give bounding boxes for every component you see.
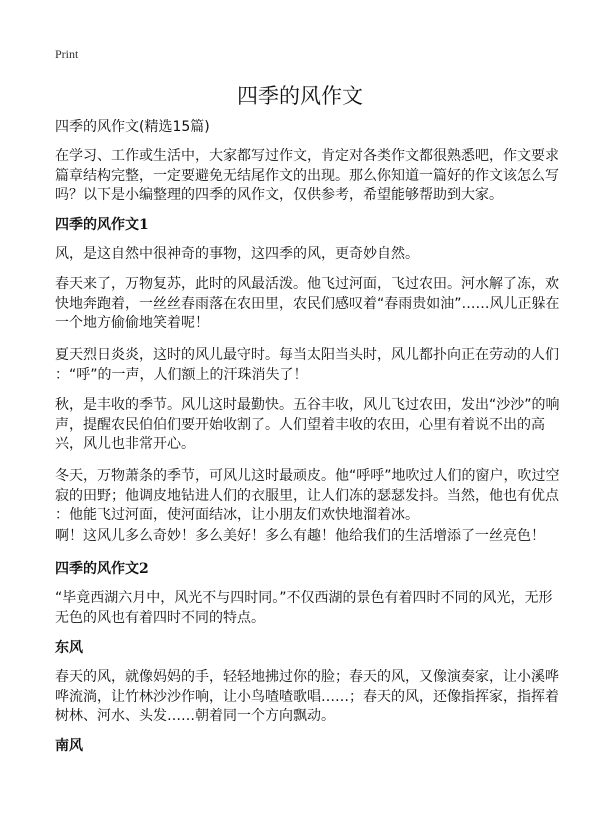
line: 啊！这风儿多么奇妙！多么美好！多么有趣！他给我们的生活增添了一丝亮色！ <box>55 528 545 544</box>
subtitle: 四季的风作文(精选15篇) <box>55 119 210 135</box>
line: 树林、河水、头发……朝着同一个方向飘动。 <box>55 708 335 724</box>
paragraph <box>55 589 553 628</box>
paragraph <box>55 275 560 334</box>
paragraph <box>55 527 550 547</box>
line: 春天来了，万物复苏，此时的风最活泼。他飞过河面，飞过农田。河水解了冻，欢 <box>55 276 559 292</box>
paragraph <box>55 346 559 385</box>
page-title: 四季的风作文 <box>237 84 363 108</box>
section-heading: 四季的风作文2 <box>55 561 149 577</box>
line: 吗？以下是小编整理的四季的风作文，仅供参考，希望能够帮助到大家。 <box>55 187 503 203</box>
subheading-south-wind: 南风 <box>55 738 83 754</box>
line: ：“呼”的一声，人们额上的汗珠消失了！ <box>55 366 308 383</box>
line: 快地奔跑着，一丝丝春雨落在农田里，农民们感叹着“春雨贵如油”……风儿正躲在 <box>55 295 560 312</box>
line: 无色的风也有着四时不同的特点。 <box>55 609 265 626</box>
line: 一个地方偷偷地笑着呢！ <box>55 315 209 331</box>
subheading-east-wind: 东风 <box>55 640 83 656</box>
line: ：他能飞过河面，使河面结冰，让小朋友们欢快地溜着冰。 <box>55 507 419 523</box>
paragraph <box>55 467 560 526</box>
paragraph <box>55 668 559 727</box>
line: 声，提醒农民伯伯们要开始收割了。人们望着丰收的农田，心里有着说不出的高 <box>55 416 545 433</box>
paragraph <box>55 245 550 265</box>
line: 冬天，万物萧条的季节，可风儿这时最顽皮。他“呼呼”地吹过人们的窗户，吹过空 <box>55 468 560 484</box>
line: 风，是这自然中很神奇的事物，这四季的风，更奇妙自然。 <box>55 246 419 262</box>
intro-paragraph <box>55 147 559 206</box>
line: “毕竟西湖六月中，风光不与四时同。”不仅西湖的景色有着四时不同的风光，无形 <box>55 590 553 606</box>
line: 秋，是丰收的季节。风儿这时最勤快。五谷丰收，风儿飞过农田，发出“沙沙”的响 <box>55 397 560 413</box>
line: 寂的田野；他调皮地钻进人们的衣服里，让人们冻的瑟瑟发抖。当然，他也有优点 <box>55 487 559 504</box>
line: 春天的风，就像妈妈的手，轻轻地拂过你的脸；春天的风，又像演奏家，让小溪哗 <box>55 669 559 685</box>
line: 在学习、工作或生活中，大家都写过作文，肯定对各类作文都很熟悉吧，作文要求 <box>55 148 559 164</box>
paragraph <box>55 396 560 455</box>
line: 夏天烈日炎炎，这时的风儿最守时。每当太阳当头时，风儿都扑向正在劳动的人们 <box>55 347 559 363</box>
line: 兴，风儿也非常开心。 <box>55 436 195 452</box>
print-link[interactable]: Print <box>55 47 79 61</box>
line: 篇章结构完整，一定要避免无结尾作文的出现。那么你知道一篇好的作文该怎么写 <box>55 167 559 184</box>
line: 哗流淌，让竹林沙沙作响，让小鸟喳喳歌唱……；春天的风，还像指挥家，指挥着 <box>55 688 559 705</box>
section-heading: 四季的风作文1 <box>55 217 149 233</box>
